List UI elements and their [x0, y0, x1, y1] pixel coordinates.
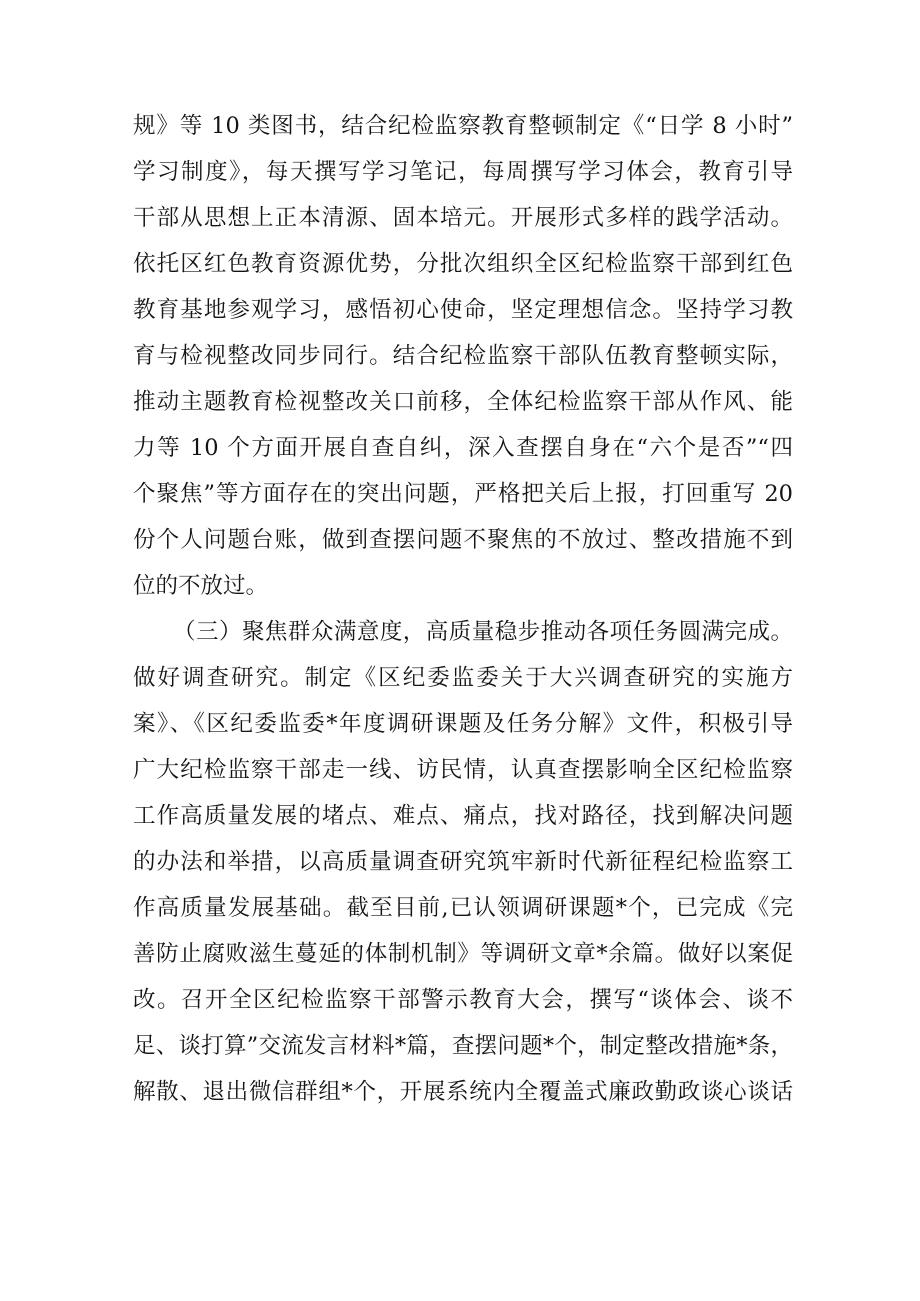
section-heading-line: （三）聚焦群众满意度，高质量稳步推动各项任务圆满完成。 — [173, 619, 793, 645]
text-line: 教育基地参观学习，感悟初心使命，坚定理想信念。坚持学习教 — [133, 297, 793, 323]
text-line: 份个人问题台账，做到查摆问题不聚焦的不放过、整改措施不到 — [133, 527, 793, 553]
text-line: 善防止腐败滋生蔓延的体制机制》等调研文章*余篇。做好以案促 — [133, 941, 793, 967]
text-line: 依托区红色教育资源优势，分批次组织全区纪检监察干部到红色 — [133, 251, 793, 277]
text-line: 改。召开全区纪检监察干部警示教育大会，撰写“谈体会、谈不 — [133, 987, 793, 1013]
text-line: 案》、《区纪委监委*年度调研课题及任务分解》文件，积极引导 — [133, 711, 793, 737]
text-line: 工作高质量发展的堵点、难点、痛点，找对路径，找到解决问题 — [133, 803, 793, 829]
text-line: 学习制度》，每天撰写学习笔记，每周撰写学习体会，教育引导 — [133, 159, 793, 185]
document-body — [133, 103, 793, 1115]
text-line: 足、谈打算”交流发言材料*篇，查摆问题*个，制定整改措施*条， — [133, 1033, 793, 1059]
text-line: 位的不放过。 — [133, 573, 269, 599]
text-line: 广大纪检监察干部走一线、访民情，认真查摆影响全区纪检监察 — [133, 757, 793, 783]
text-line: 作高质量发展基础。截至目前,已认领调研课题*个，已完成《完 — [133, 895, 793, 921]
text-line: 规》等 10 类图书，结合纪检监察教育整顿制定《“日学 8 小时” — [133, 113, 793, 139]
text-line: 力等 10 个方面开展自查自纠，深入查摆自身在“六个是否”“四 — [133, 435, 793, 461]
paragraph-study-education — [133, 103, 793, 609]
text-line: 推动主题教育检视整改关口前移，全体纪检监察干部从作风、能 — [133, 389, 793, 415]
text-line: 干部从思想上正本清源、固本培元。开展形式多样的践学活动。 — [133, 205, 793, 231]
paragraph-section-three — [133, 609, 793, 1115]
text-line: 育与检视整改同步同行。结合纪检监察干部队伍教育整顿实际， — [133, 343, 793, 369]
text-line: 的办法和举措，以高质量调查研究筑牢新时代新征程纪检监察工 — [133, 849, 793, 875]
text-line: 解散、退出微信群组*个，开展系统内全覆盖式廉政勤政谈心谈话 — [133, 1079, 793, 1105]
text-line: 个聚焦”等方面存在的突出问题，严格把关后上报，打回重写 20 — [133, 481, 793, 507]
text-line: 做好调查研究。制定《区纪委监委关于大兴调查研究的实施方 — [133, 665, 793, 691]
